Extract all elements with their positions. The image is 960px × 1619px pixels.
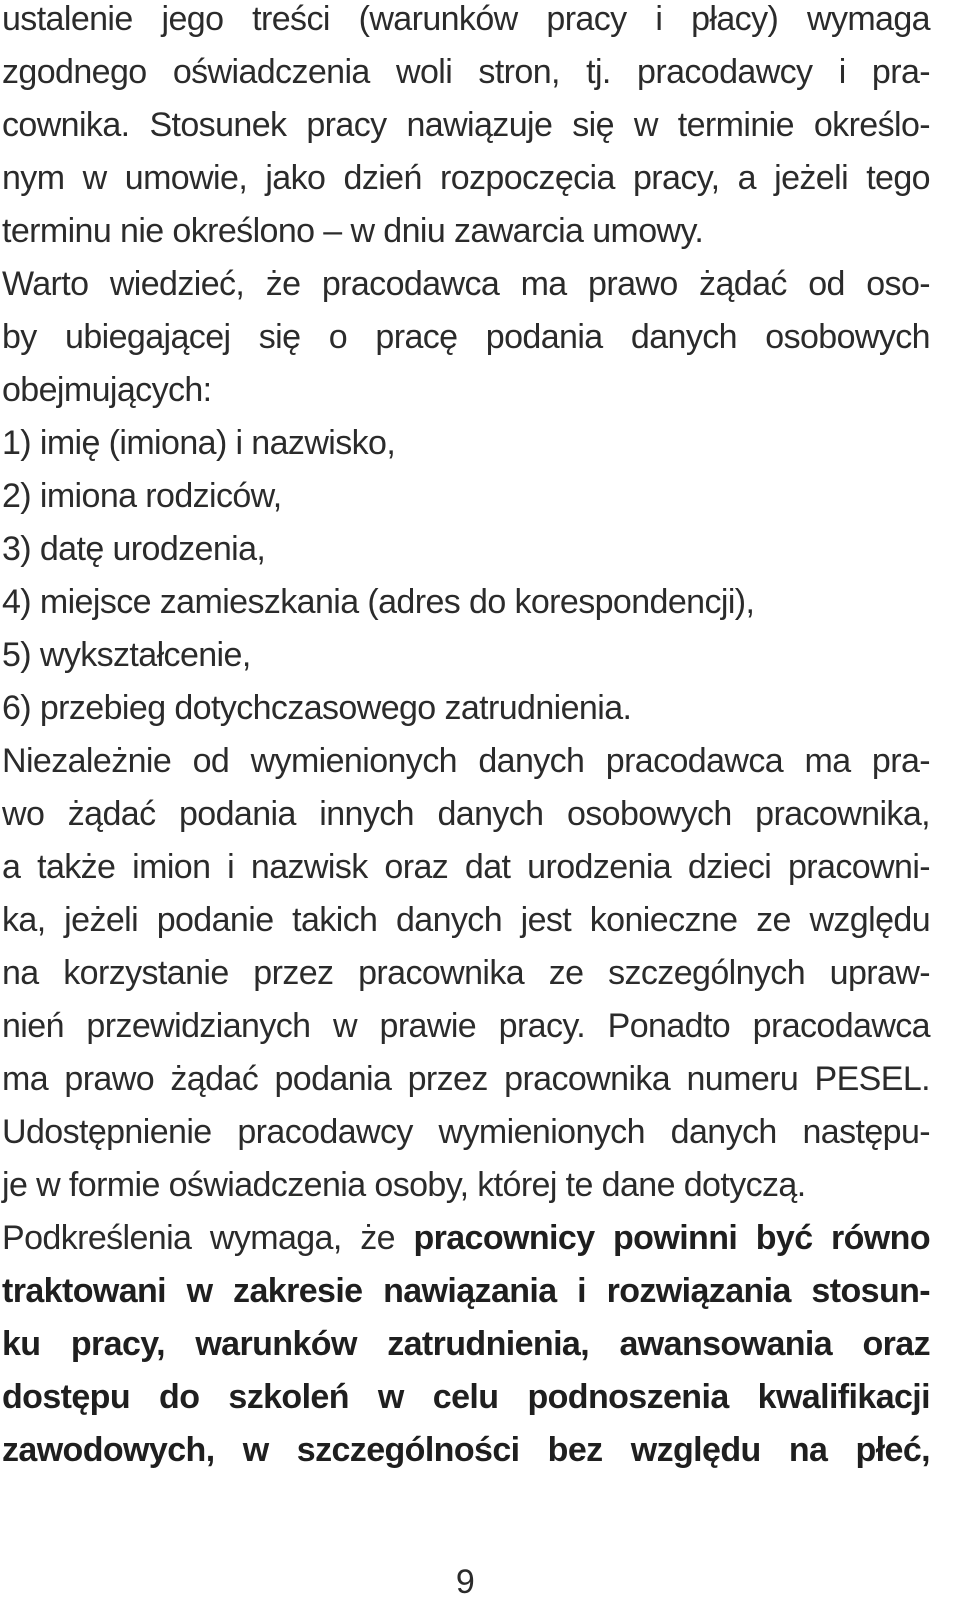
text-line: 4) miejsce zamieszkania (adres do korespondencji), [2, 583, 755, 621]
body-text [2, 0, 930, 1477]
text-line: terminu nie określono – w dniu zawarcia umowy. [2, 212, 704, 250]
text-line: Niezależnie od wymienionych danych pracodawca ma pra- [2, 742, 930, 780]
text-line: by ubiegającej się o pracę podania danych osobowych [2, 318, 930, 356]
text-line: na korzystanie przez pracownika ze szczególnych upraw- [2, 954, 930, 992]
bold-text-line: zawodowych, w szczególności bez względu na płeć, [2, 1431, 930, 1469]
text-line: nień przewidzianych w prawie pracy. Ponadto pracodawca [2, 1007, 930, 1045]
mixed-line-normal: Podkreślenia wymaga, że [2, 1219, 414, 1257]
text-line: 1) imię (imiona) i nazwisko, [2, 424, 396, 462]
text-line: ka, jeżeli podanie takich danych jest konieczne ze względu [2, 901, 930, 939]
text-line: obejmujących: [2, 371, 212, 409]
paragraph-lines [2, 0, 930, 1212]
text-line: ustalenie jego treści (warunków pracy i płacy) wymaga [2, 0, 930, 38]
mixed-emphasis-line [2, 1212, 930, 1265]
bold-text-line: dostępu do szkoleń w celu podnoszenia kwalifikacji [2, 1378, 930, 1416]
text-line: zgodnego oświadczenia woli stron, tj. pracodawcy i pra- [2, 53, 930, 91]
text-line: 3) datę urodzenia, [2, 530, 266, 568]
text-line: Warto wiedzieć, że pracodawca ma prawo żądać od oso- [2, 265, 930, 303]
text-line: nym w umowie, jako dzień rozpoczęcia pracy, a jeżeli tego [2, 159, 930, 197]
text-line: ma prawo żądać podania przez pracownika numeru PESEL. [2, 1060, 930, 1098]
text-line: je w formie oświadczenia osoby, której te dane dotyczą. [2, 1166, 806, 1204]
bold-text-line: ku pracy, warunków zatrudnienia, awansowania oraz [2, 1325, 930, 1363]
bold-paragraph-lines [2, 1265, 930, 1477]
bold-text-line: traktowani w zakresie nawiązania i rozwiązania stosun- [2, 1272, 930, 1310]
mixed-line-bold: pracownicy powinni być równo [413, 1219, 930, 1257]
text-line: 6) przebieg dotychczasowego zatrudnienia. [2, 689, 632, 727]
text-line: a także imion i nazwisk oraz dat urodzenia dzieci pracowni- [2, 848, 930, 886]
text-line: 5) wykształcenie, [2, 636, 251, 674]
page-number: 9 [455, 1563, 475, 1601]
text-line: wo żądać podania innych danych osobowych pracownika, [2, 795, 930, 833]
text-line: Udostępnienie pracodawcy wymienionych danych następu- [2, 1113, 930, 1151]
text-line: cownika. Stosunek pracy nawiązuje się w terminie określo- [2, 106, 930, 144]
text-line: 2) imiona rodziców, [2, 477, 282, 515]
